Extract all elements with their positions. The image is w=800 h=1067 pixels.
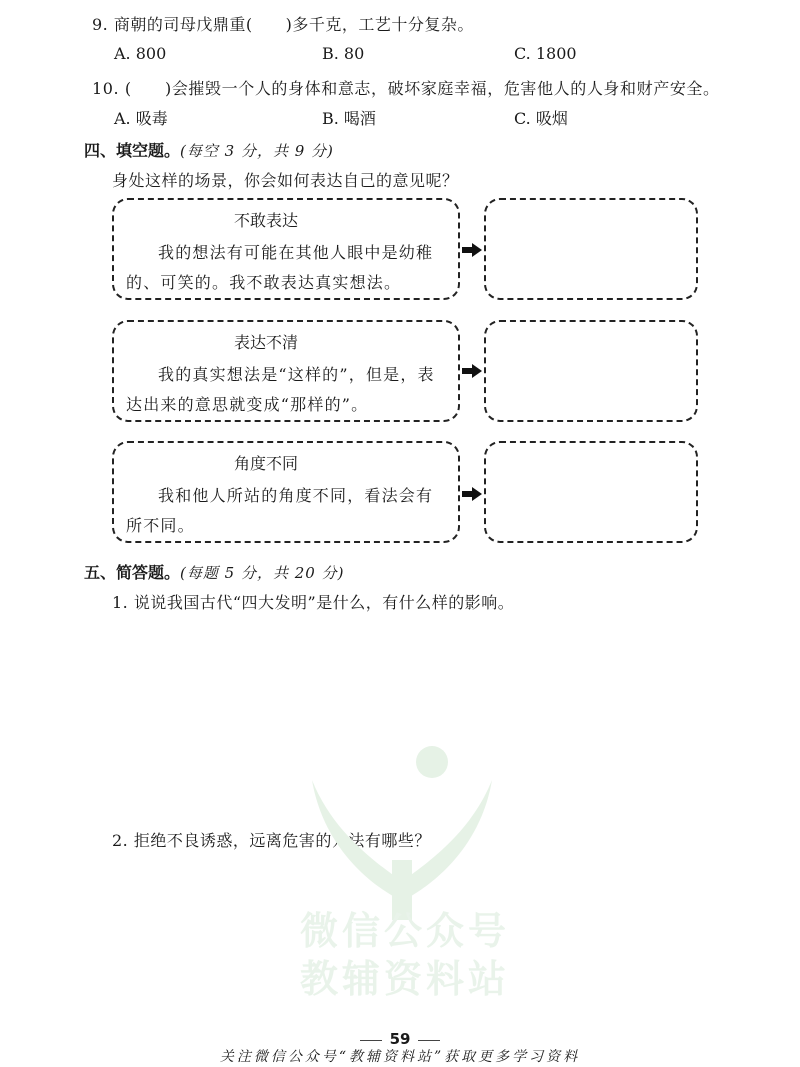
section-5-question-1: 1. 说说我国古代“四大发明”是什么，有什么样的影响。 xyxy=(112,593,515,612)
page-number: 59 xyxy=(389,1030,411,1048)
arrow-right-icon xyxy=(462,487,482,501)
section-5-heading xyxy=(84,560,344,583)
section-4-title: 四、填空题。 xyxy=(84,141,181,160)
section-5-title: 五、简答题。 xyxy=(84,563,181,582)
question-10: 10. ( )会摧毁一个人的身体和意志，破坏家庭幸福，危害他人的人身和财产安全。 xyxy=(92,79,720,98)
section-4-score-note: (每空 3 分，共 9 分) xyxy=(180,142,334,160)
watermark-line-2: 教辅资料站 xyxy=(300,957,511,1001)
scenario-box-1 xyxy=(112,198,460,300)
scenario-box-1-text: 我的想法有可能在其他人眼中是幼稚的、可笑的。我不敢表达真实想法。 xyxy=(126,243,434,292)
q9-option-c: C. 1800 xyxy=(514,44,577,63)
answer-box-2[interactable] xyxy=(484,320,698,422)
scenario-box-2-text: 我的真实想法是“这样的”，但是，表达出来的意思就变成“那样的”。 xyxy=(126,365,435,414)
q10-option-b: B. 喝酒 xyxy=(322,109,376,128)
scenario-box-1-title: 不敢表达 xyxy=(233,211,298,230)
section-4-prompt: 身处这样的场景，你会如何表达自己的意见呢？ xyxy=(112,171,459,190)
scenario-box-3-text: 我和他人所站的角度不同，看法会有所不同。 xyxy=(126,486,434,535)
scenario-box-2-title: 表达不清 xyxy=(233,333,298,352)
page-number-right-dash xyxy=(418,1040,440,1041)
arrow-right-icon xyxy=(462,243,482,257)
scenario-box-2 xyxy=(112,320,460,422)
arrow-right-icon xyxy=(462,364,482,378)
q10-option-c: C. 吸烟 xyxy=(514,109,568,128)
q9-option-b: B. 80 xyxy=(322,44,365,63)
q9-option-a: A. 800 xyxy=(114,44,167,63)
watermark-line-1: 微信公众号 xyxy=(300,909,511,953)
question-9: 9. 商朝的司母戊鼎重( )多千克，工艺十分复杂。 xyxy=(92,15,474,34)
scenario-box-3-title: 角度不同 xyxy=(233,454,298,473)
scenario-box-3 xyxy=(112,441,460,543)
section-4-heading xyxy=(84,138,334,161)
page-footer: 关注微信公众号“教辅资料站”获取更多学习资料 xyxy=(219,1049,581,1065)
answer-box-1[interactable] xyxy=(484,198,698,300)
section-5-score-note: (每题 5 分，共 20 分) xyxy=(180,564,345,582)
section-5-question-2: 2. 拒绝不良诱惑，远离危害的方法有哪些？ xyxy=(112,831,431,850)
q10-option-a: A. 吸毒 xyxy=(114,109,168,128)
answer-box-3[interactable] xyxy=(484,441,698,543)
